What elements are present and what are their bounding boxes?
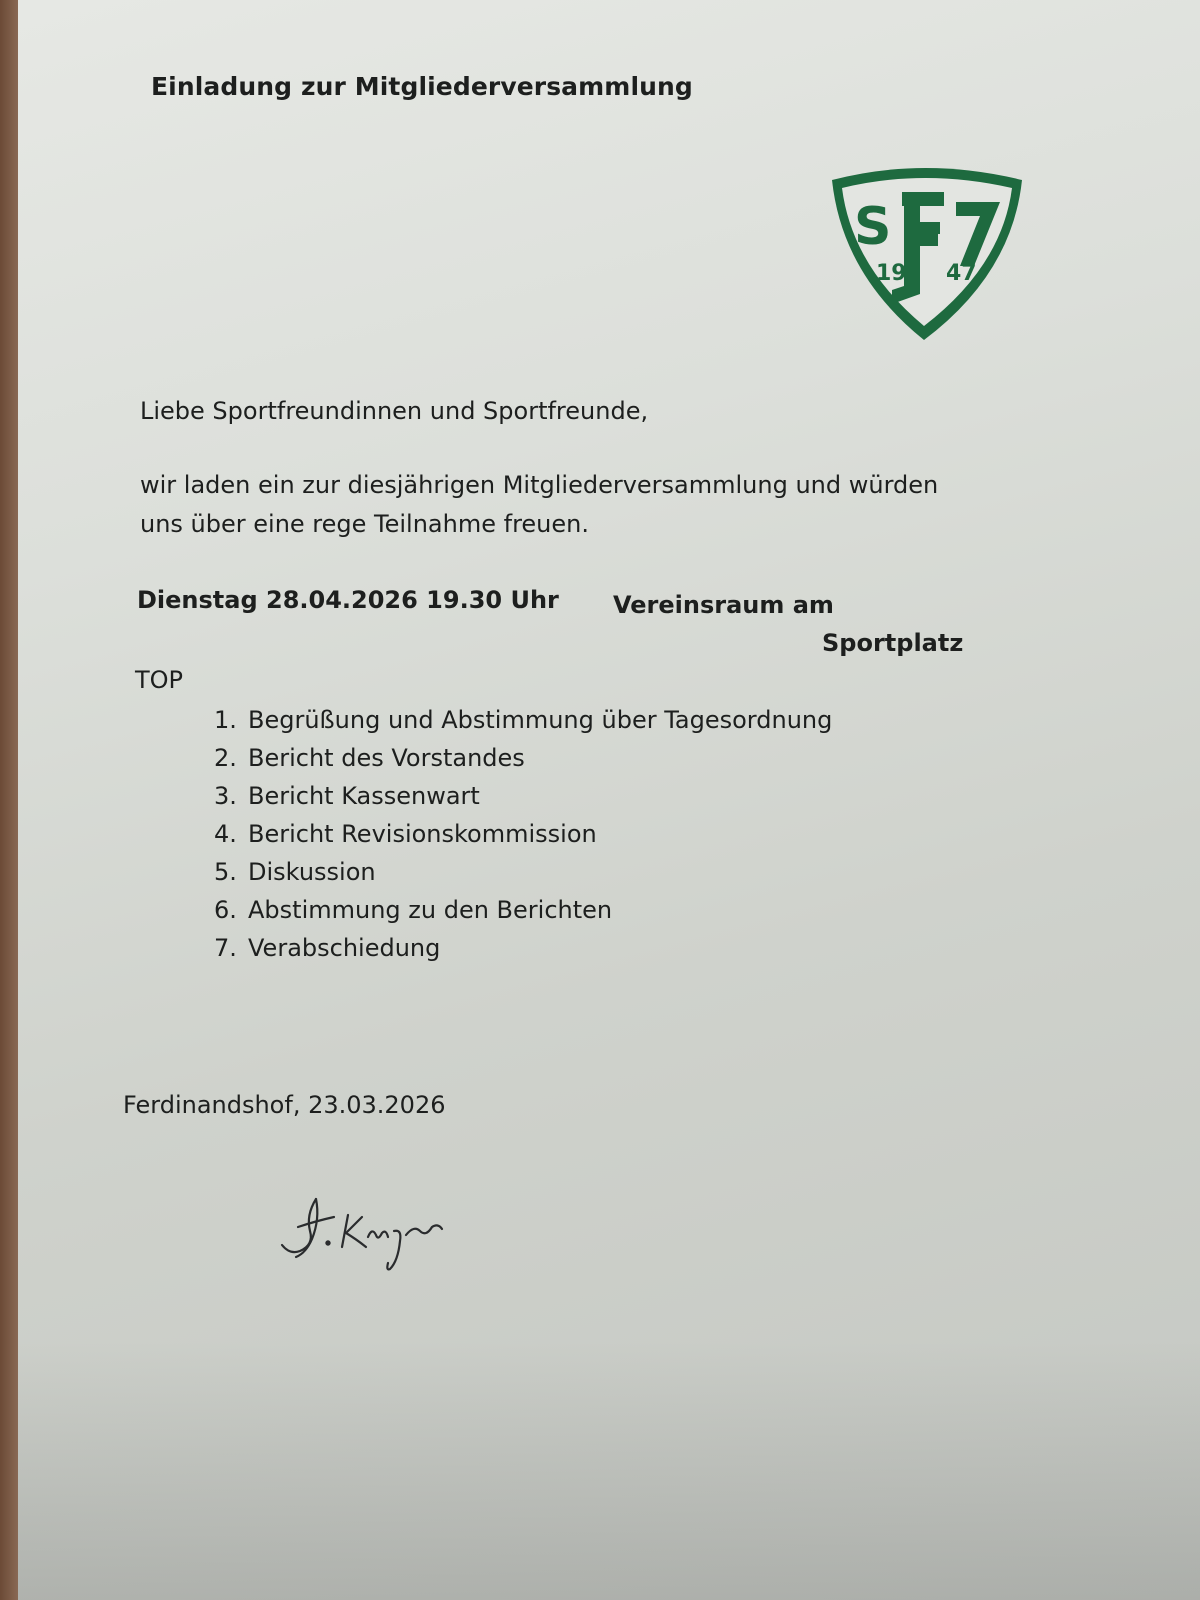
agenda-number: 4. [214, 820, 237, 848]
agenda-item [214, 891, 832, 929]
agenda-number: 5. [214, 858, 237, 886]
agenda-number: 2. [214, 744, 237, 772]
club-logo-icon [824, 162, 1030, 348]
agenda-item [214, 929, 832, 967]
svg-text:19: 19 [876, 261, 907, 286]
agenda-item [214, 739, 832, 777]
agenda-text: Bericht Revisionskommission [248, 820, 597, 848]
event-location-line1: Vereinsraum am [613, 591, 834, 619]
svg-text:47: 47 [946, 261, 977, 286]
letter-page [18, 0, 1200, 1600]
agenda-text: Bericht des Vorstandes [248, 744, 525, 772]
intro-line: uns über eine rege Teilnahme freuen. [140, 510, 589, 538]
event-location-line2: Sportplatz [822, 629, 964, 657]
place-date: Ferdinandshof, 23.03.2026 [123, 1091, 446, 1119]
agenda-text: Verabschiedung [248, 934, 441, 962]
agenda-number: 1. [214, 706, 237, 734]
page-shadow [18, 1340, 1200, 1600]
agenda-text: Diskussion [248, 858, 376, 886]
intro-paragraph [140, 466, 1040, 544]
agenda-number: 7. [214, 934, 237, 962]
agenda-item [214, 701, 832, 739]
intro-line: wir laden ein zur diesjährigen Mitgliederversammlung und würden [140, 471, 939, 499]
handwritten-signature [276, 1185, 451, 1275]
event-date-time: Dienstag 28.04.2026 19.30 Uhr [137, 586, 559, 614]
agenda-text: Abstimmung zu den Berichten [248, 896, 613, 924]
agenda-item [214, 777, 832, 815]
agenda-item [214, 815, 832, 853]
event-location [613, 586, 963, 662]
salutation: Liebe Sportfreundinnen und Sportfreunde, [140, 397, 649, 425]
agenda-label: TOP [135, 666, 184, 694]
agenda-item [214, 853, 832, 891]
agenda-list [214, 701, 832, 967]
document-heading: Einladung zur Mitgliederversammlung [151, 72, 693, 101]
agenda-text: Begrüßung und Abstimmung über Tagesordnung [248, 706, 833, 734]
agenda-number: 6. [214, 896, 237, 924]
svg-text:S: S [854, 197, 892, 257]
agenda-number: 3. [214, 782, 237, 810]
agenda-text: Bericht Kassenwart [248, 782, 480, 810]
